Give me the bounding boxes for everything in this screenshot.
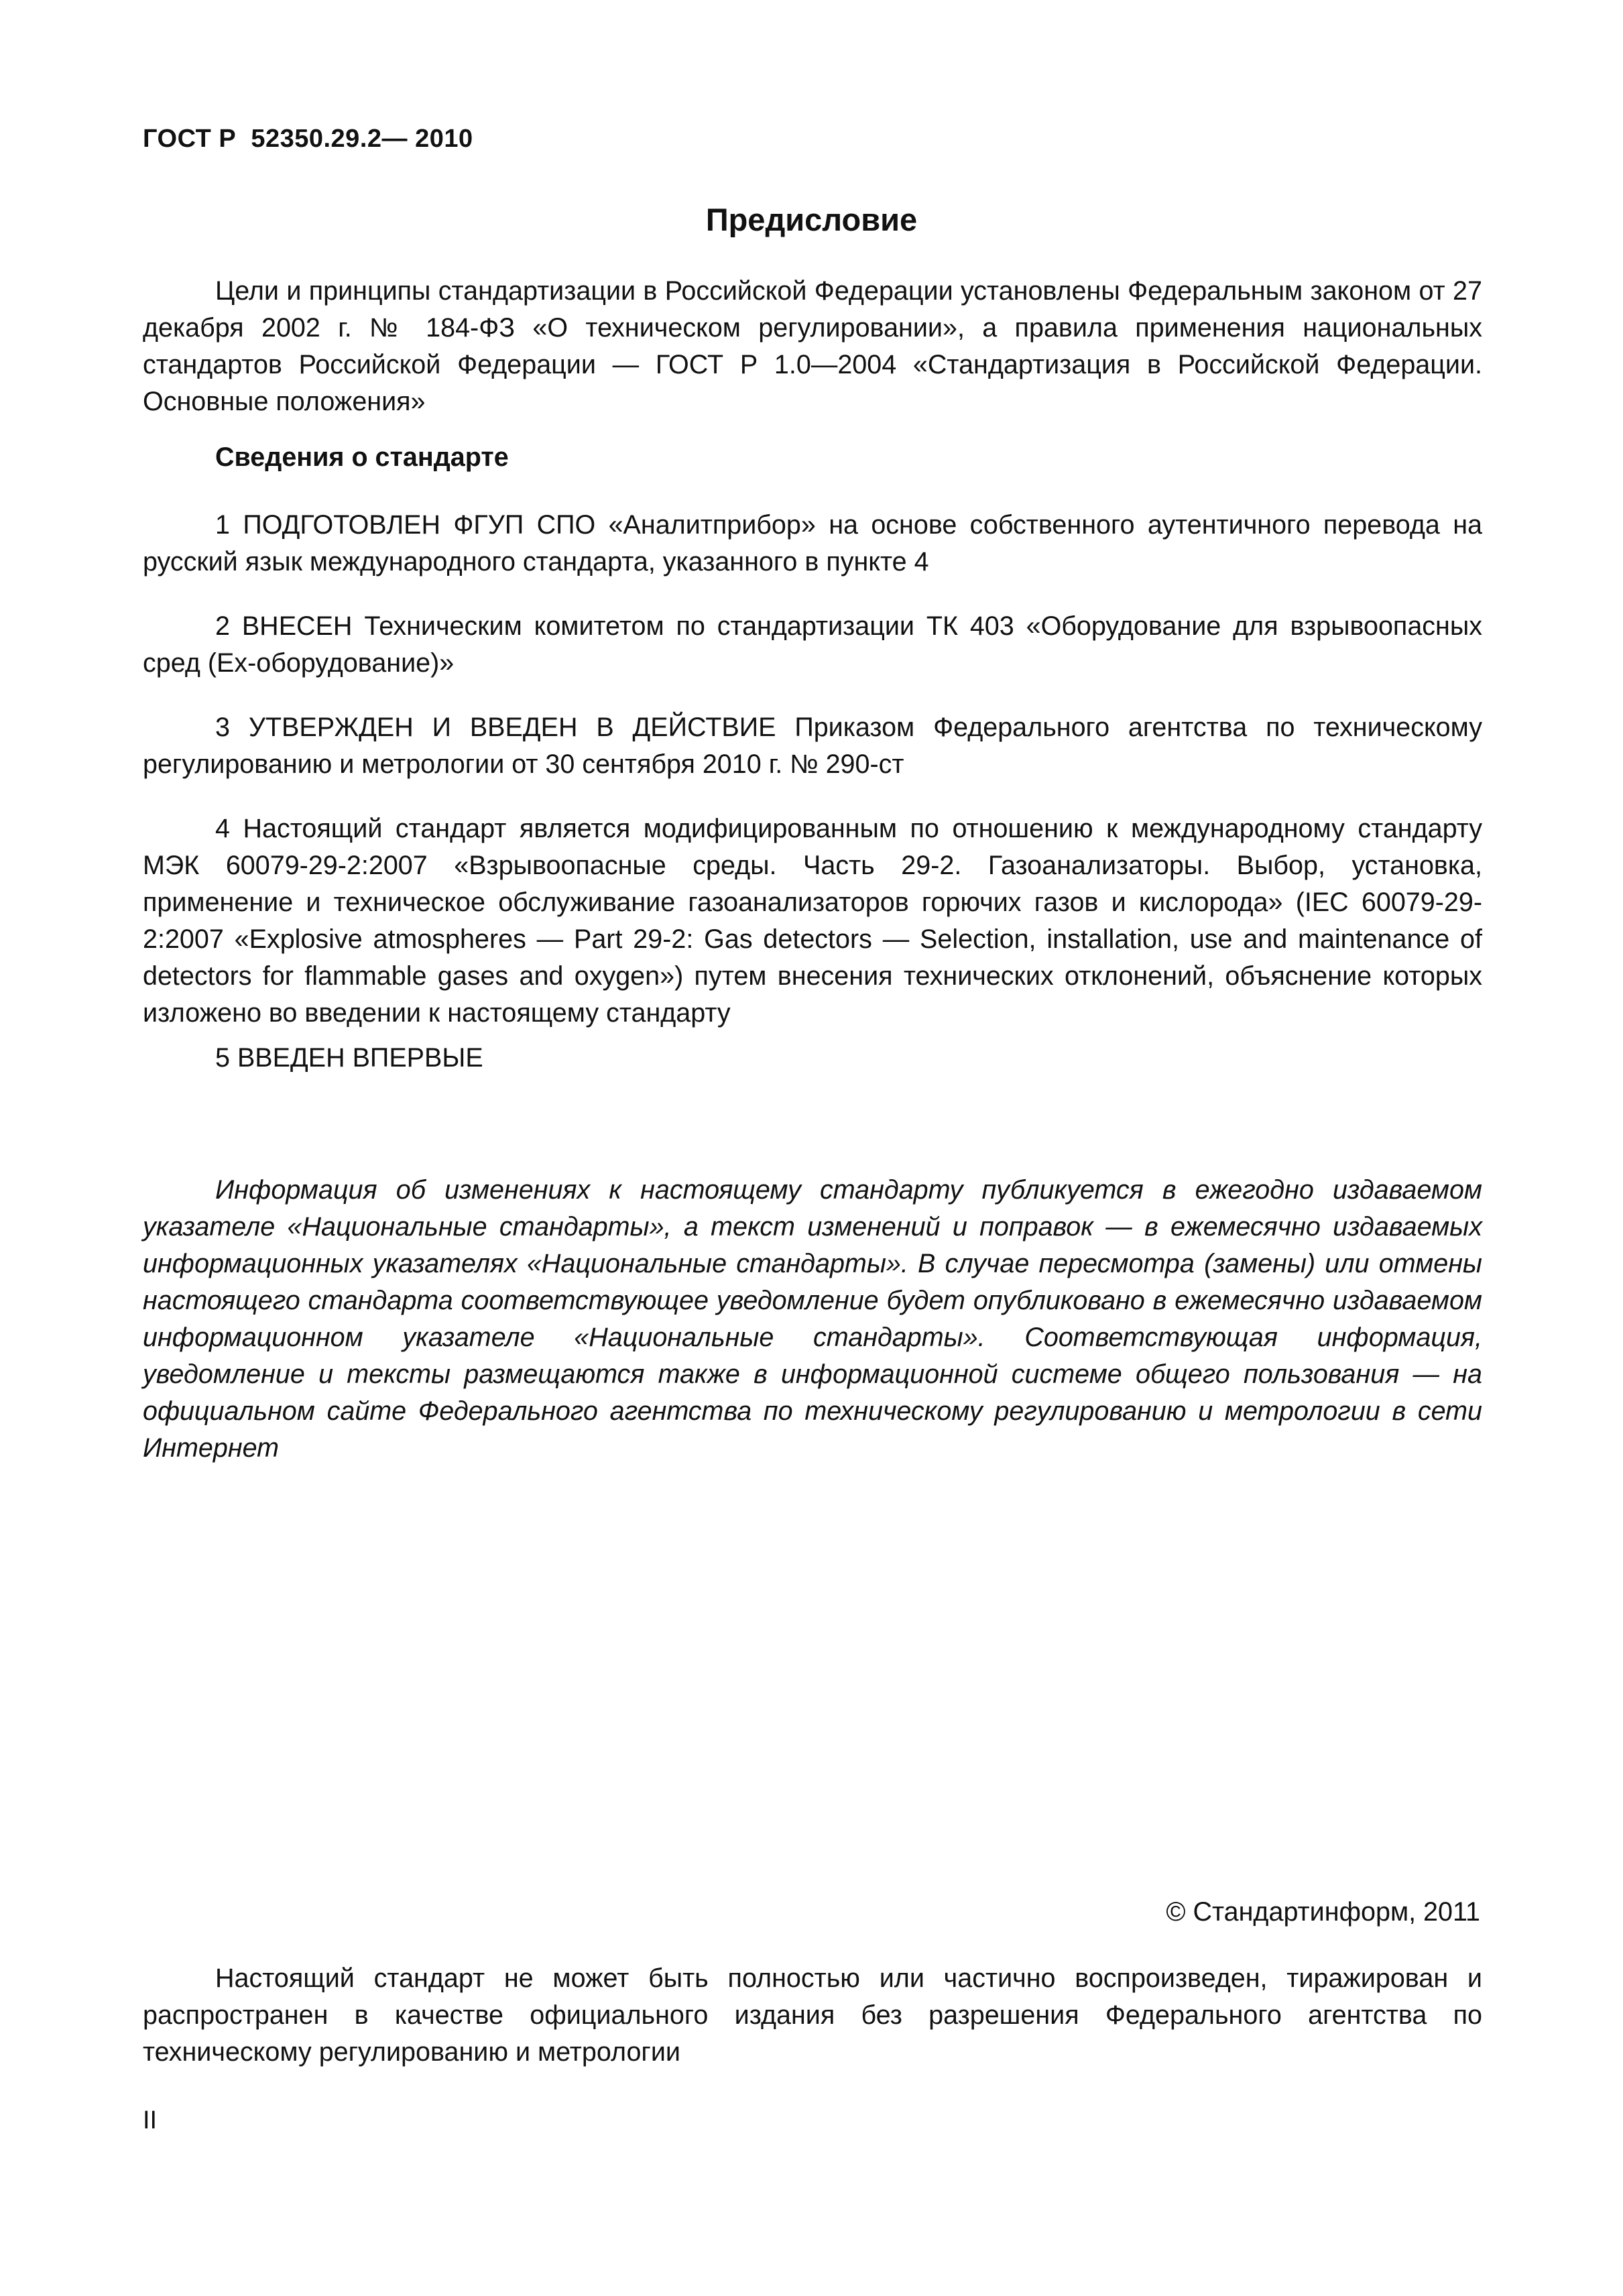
item-3-paragraph: 3 УТВЕРЖДЕН И ВВЕДЕН В ДЕЙСТВИЕ Приказом Федерального агентства по техническому регулированию и метрологии от 30 сентября 2010 г. № 290-ст <box>143 713 1482 779</box>
info-heading: Сведения о стандарте <box>215 442 509 472</box>
changes-notice-paragraph: Информация об изменениях к настоящему стандарту публикуется в ежегодно издаваемом указателе «Национальные стандарты», а текст изменений и поправок — в ежемесячно издаваемых информационных указателях «Национальные стандарты». В случае пересмотра (замены) или отмены настоящего стандарта соответствующее уведомление будет опубликовано в ежемесячно издаваемом информационном указателе «Национальные стандарты». Соответствующая информация, уведомление и тексты размещаются также в информационной системе общего пользования — на официальном сайте Федерального агентства по техническому регулированию и метрологии в сети Интернет <box>143 1175 1482 1463</box>
item-2-paragraph: 2 ВНЕСЕН Техническим комитетом по стандартизации ТК 403 «Оборудование для взрывоопасных сред (Ех-оборудование)» <box>143 611 1482 678</box>
copyright-line: © Стандартинформ, 2011 <box>1166 1897 1480 1927</box>
item-5-paragraph: 5 ВВЕДЕН ВПЕРВЫЕ <box>215 1043 483 1073</box>
document-number: ГОСТ Р 52350.29.2— 2010 <box>143 125 473 153</box>
item-4-paragraph: 4 Настоящий стандарт является модифицированным по отношению к международному стандарту МЭК 60079-29-2:2007 «Взрывоопасные среды. Часть 29-2. Газоанализаторы. Выбор, установка, применение и техническое обслуживание газоанализаторов горючих газов и кислорода» (IEC 60079-29-2:2007 «Explosive atmospheres — Part 29-2: Gas detectors — Selection, installation, use and maintenance of detectors for flammable gases and oxygen») путем внесения технических отклонений, объяснение которых изложено во введении к настоящему стандарту <box>143 814 1482 1028</box>
reproduction-notice-paragraph: Настоящий стандарт не может быть полностью или частично воспроизведен, тиражирован и распространен в качестве официального издания без разрешения Федерального агентства по техническому регулированию и метрологии <box>143 1963 1482 2067</box>
intro-paragraph: Цели и принципы стандартизации в Российской Федерации установлены Федеральным законом от 27 декабря 2002 г. № 184-ФЗ «О техническом регулировании», а правила применения национальных стандартов Российской Федерации — ГОСТ Р 1.0—2004 «Стандартизация в Российской Федерации. Основные положения» <box>143 276 1482 416</box>
page-title: Предисловие <box>705 202 918 237</box>
page-number: II <box>143 2106 158 2134</box>
item-1-paragraph: 1 ПОДГОТОВЛЕН ФГУП СПО «Аналитприбор» на основе собственного аутентичного перевода на русский язык международного стандарта, указанного в пункте 4 <box>143 510 1482 577</box>
